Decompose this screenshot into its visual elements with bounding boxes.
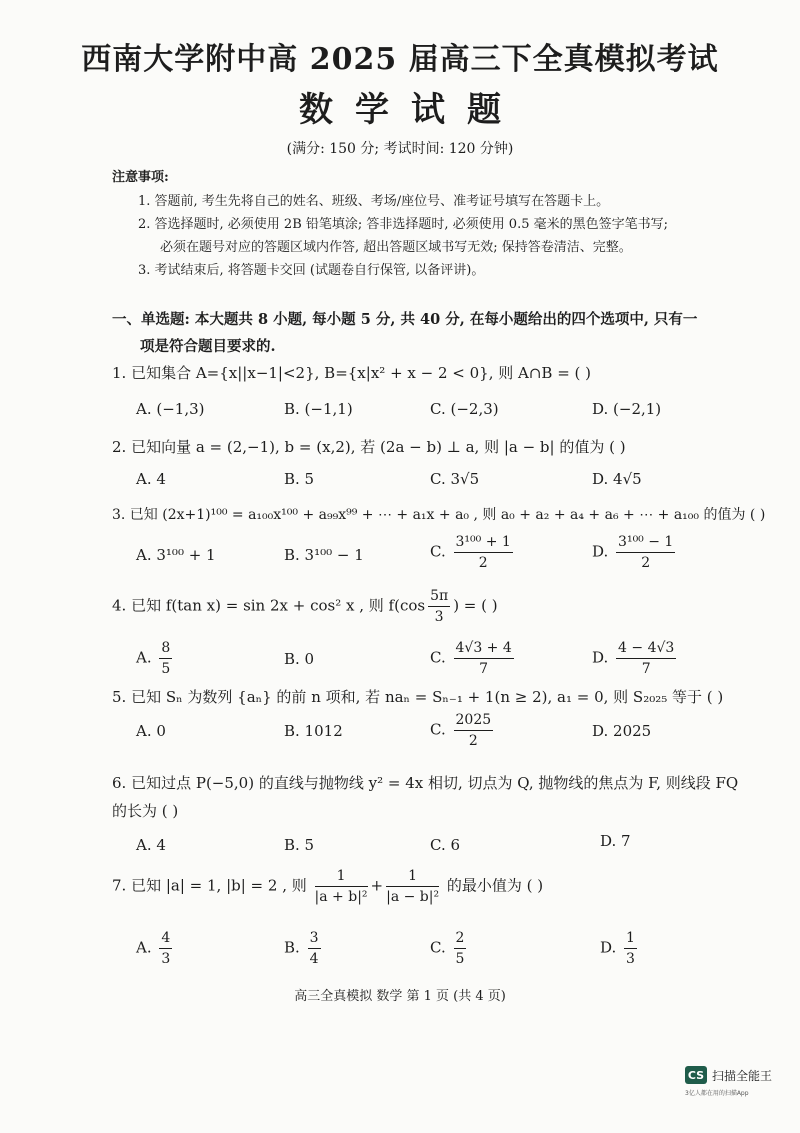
q3-option-c (430, 532, 516, 573)
note-item: 必须在题号对应的答题区域内作答, 超出答题区域书写无效; 保持答卷清洁、完整。 (160, 240, 632, 255)
page-footer: 高三全真模拟 数学 第 1 页 (共 4 页) (294, 989, 506, 1004)
note-item: 2. 答选择题时, 必须使用 2B 铅笔填涂; 答非选择题时, 必须使用 0.5 毫米的黑色签字笔书写; (138, 217, 668, 232)
q2-option-b: B. 5 (284, 470, 315, 488)
q1-option-b: B. (−1,1) (284, 400, 353, 418)
fraction (454, 532, 513, 573)
note-item: 3. 考试结束后, 将答题卡交回 (试题卷自行保管, 以备评讲)。 (138, 263, 485, 278)
question-5: 5. 已知 Sₙ 为数列 {aₙ} 的前 n 项和, 若 naₙ = Sₙ₋₁ + 1(n ≥ 2), a₁ = 0, 则 S₂₀₂₅ 等于 ( ) (112, 688, 724, 706)
numerator: 2 (454, 928, 467, 949)
question-7: 7. 已知 |a| = 1, |b| = 2 , 则 $\frac{1}{\text{|a + b|²}}$ + $\frac{1}{\text{|a − b|²}}$ 的最小值为 ( ) (112, 868, 544, 905)
denominator: 5 (161, 661, 171, 677)
question-6-line2: 的长为 ( ) (112, 802, 179, 820)
q6-option-d: D. 7 (600, 832, 631, 850)
denominator: 3 (434, 609, 444, 625)
camscanner-watermark (685, 1066, 772, 1084)
fraction (616, 638, 676, 679)
question-6: 6. 已知过点 P(−5,0) 的直线与抛物线 y² = 4x 相切, 切点为 Q, 抛物线的焦点为 F, 则线段 FQ (112, 774, 739, 792)
numerator: 1 (386, 866, 439, 887)
question-2: 2. 已知向量 a = (2,−1), b = (x,2), 若 (2a − b) ⊥ a, 则 |a − b| 的值为 ( ) (112, 438, 626, 456)
camscanner-logo-icon: CS (685, 1066, 707, 1084)
fraction (308, 928, 321, 969)
q4-option-c (430, 638, 517, 679)
stem-text: ) = ( ) (453, 596, 498, 615)
fraction (454, 928, 467, 969)
option-letter: C. (430, 720, 446, 739)
q7-option-d (600, 928, 640, 969)
q2-option-a: A. 4 (136, 470, 166, 488)
q4-option-d (592, 638, 679, 679)
fraction (624, 928, 637, 969)
q5-option-d: D. 2025 (592, 722, 652, 740)
denominator: 7 (641, 661, 651, 677)
q3-option-b: B. 3¹⁰⁰ − 1 (284, 546, 364, 564)
q3-option-a: A. 3¹⁰⁰ + 1 (136, 546, 216, 564)
numerator: 1 (624, 928, 637, 949)
q5-option-b: B. 1012 (284, 722, 343, 740)
q4-option-b: B. 0 (284, 650, 315, 668)
section-line: 项是符合题目要求的. (140, 338, 276, 355)
option-letter: D. (592, 542, 609, 561)
denominator: 3 (626, 951, 635, 967)
option-letter: A. (136, 648, 152, 667)
numerator: 4 − 4√3 (616, 638, 676, 659)
fraction (159, 928, 172, 969)
q6-option-a: A. 4 (136, 836, 166, 854)
q6-option-b: B. 5 (284, 836, 315, 854)
option-letter: C. (430, 542, 446, 561)
watermark-brand: 扫描全能王 (712, 1068, 773, 1083)
fraction (616, 532, 675, 573)
score-time: (满分: 150 分; 考试时间: 120 分钟) (286, 141, 514, 157)
q7-option-b (284, 928, 324, 969)
option-letter: C. (430, 648, 446, 667)
stem-text: 7. 已知 |a| = 1, |b| = 2 , 则 (112, 876, 307, 895)
numerator: 1 (315, 866, 368, 887)
q3-option-d (592, 532, 678, 573)
subject-title: 数学试题 (299, 90, 523, 130)
numerator: 4√3 + 4 (454, 638, 514, 659)
question-4 (112, 586, 498, 627)
question-1: 1. 已知集合 A={x||x−1|<2}, B={x|x² + x − 2 < 0}, 则 A∩B = ( ) (112, 364, 592, 382)
denominator: |a + b|² (314, 889, 368, 905)
option-letter: B. (284, 938, 300, 957)
q5-option-c (430, 710, 496, 751)
option-letter: D. (600, 938, 617, 957)
fraction (315, 866, 368, 907)
numerator: 3 (308, 928, 321, 949)
question-3: 3. 已知 (2x+1)¹⁰⁰ = a₁₀₀x¹⁰⁰ + a₉₉x⁹⁹ + ⋯ + a₁x + a₀ , 则 a₀ + a₂ + a₄ + a₆ + ⋯ + a₁₀₀ 的值为 ( ) (112, 507, 766, 523)
numerator: 2025 (454, 710, 494, 731)
q1-option-c: C. (−2,3) (430, 400, 499, 418)
fraction (428, 586, 450, 627)
stem-text: 的最小值为 ( ) (446, 876, 544, 895)
option-letter: D. (592, 648, 609, 667)
q4-option-a (136, 638, 175, 679)
fraction (454, 638, 514, 679)
exam-title: 西南大学附中高 2025 届高三下全真模拟考试 (81, 42, 719, 77)
q7-option-a (136, 928, 175, 969)
numerator: 3¹⁰⁰ − 1 (616, 532, 675, 553)
q6-option-c: C. 6 (430, 836, 461, 854)
stem-text: 4. 已知 f(tan x) = sin 2x + cos² x , 则 f(cos (112, 596, 426, 615)
fraction (454, 710, 494, 751)
numerator: 5π (428, 586, 450, 607)
denominator: 3 (161, 951, 171, 967)
denominator: 7 (479, 661, 489, 677)
q2-option-c: C. 3√5 (430, 470, 480, 488)
note-item: 1. 答题前, 考生先将自己的姓名、班级、考场/座位号、准考证号填写在答题卡上。 (138, 194, 610, 209)
denominator: 2 (478, 555, 488, 571)
denominator: 2 (468, 733, 478, 749)
denominator: |a − b|² (386, 889, 440, 905)
section-line: 一、单选题: 本大题共 8 小题, 每小题 5 分, 共 40 分, 在每小题给出的四个选项中, 只有一 (112, 311, 698, 328)
numerator: 3¹⁰⁰ + 1 (454, 532, 513, 553)
denominator: 4 (309, 951, 319, 967)
option-letter: A. (136, 938, 152, 957)
denominator: 5 (455, 951, 465, 967)
q1-option-d: D. (−2,1) (592, 400, 662, 418)
numerator: 8 (159, 638, 172, 659)
q2-option-d: D. 4√5 (592, 470, 642, 488)
notes-heading: 注意事项: (112, 170, 169, 185)
q7-option-c (430, 928, 469, 969)
fraction (386, 866, 439, 907)
numerator: 4 (159, 928, 172, 949)
fraction (159, 638, 172, 679)
denominator: 2 (641, 555, 651, 571)
watermark-tagline: 3亿人都在用的扫描App (685, 1090, 749, 1097)
option-letter: C. (430, 938, 446, 957)
section-heading (112, 306, 752, 360)
q1-option-a: A. (−1,3) (136, 400, 205, 418)
q5-option-a: A. 0 (136, 722, 166, 740)
